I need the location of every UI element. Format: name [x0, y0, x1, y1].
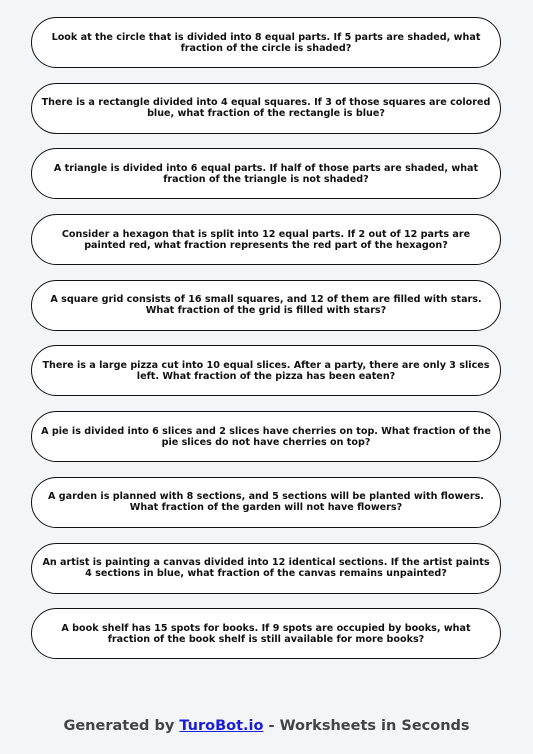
turobot-link[interactable]: TuroBot.io [179, 718, 264, 734]
question-box-2 [31, 83, 501, 134]
question-box-1 [31, 17, 501, 68]
question-box-5 [31, 280, 501, 331]
question-text: There is a rectangle divided into 4 equal squares. If 3 of those squares are colored blue, what fraction of the rectangle is blue? [41, 97, 491, 120]
question-text: A garden is planned with 8 sections, and 5 sections will be planted with flowers. What fraction of the garden will not have flowers? [48, 491, 484, 514]
question-box-3 [31, 148, 501, 199]
question-box-10 [31, 608, 501, 659]
footer-suffix: - Worksheets in Seconds [263, 718, 470, 734]
question-text: An artist is painting a canvas divided into 12 identical sections. If the artist paints 4 sections in blue, what fraction of the canvas remains unpainted? [42, 557, 490, 579]
question-box-6 [31, 345, 501, 396]
question-box-7 [31, 411, 501, 462]
footer [0, 718, 533, 734]
question-box-4 [31, 214, 501, 265]
question-text: Look at the circle that is divided into 8 equal parts. If 5 parts are shaded, what fraction of the circle is shaded? [51, 31, 481, 54]
question-text: A pie is divided into 6 slices and 2 slices have cherries on top. What fraction of the pie slices do not have cherries on top? [41, 425, 491, 448]
question-text: A triangle is divided into 6 equal parts. If half of those parts are shaded, what fraction of the triangle is not shaded? [53, 162, 479, 185]
question-text: A book shelf has 15 spots for books. If 9 spots are occupied by books, what fraction of the book shelf is still available for more books? [61, 622, 471, 645]
footer-prefix: Generated by [63, 718, 180, 734]
question-box-9 [31, 543, 501, 594]
question-text: Consider a hexagon that is split into 12 equal parts. If 2 out of 12 parts are painted red, what fraction represents the red part of the hexagon? [61, 228, 471, 251]
question-box-8 [31, 477, 501, 528]
question-list [31, 17, 501, 674]
question-text: There is a large pizza cut into 10 equal slices. After a party, there are only 3 slices left. What fraction of the pizza has been eaten? [42, 359, 490, 382]
question-text: A square grid consists of 16 small squares, and 12 of them are filled with stars. What fraction of the grid is filled with stars? [50, 294, 482, 317]
